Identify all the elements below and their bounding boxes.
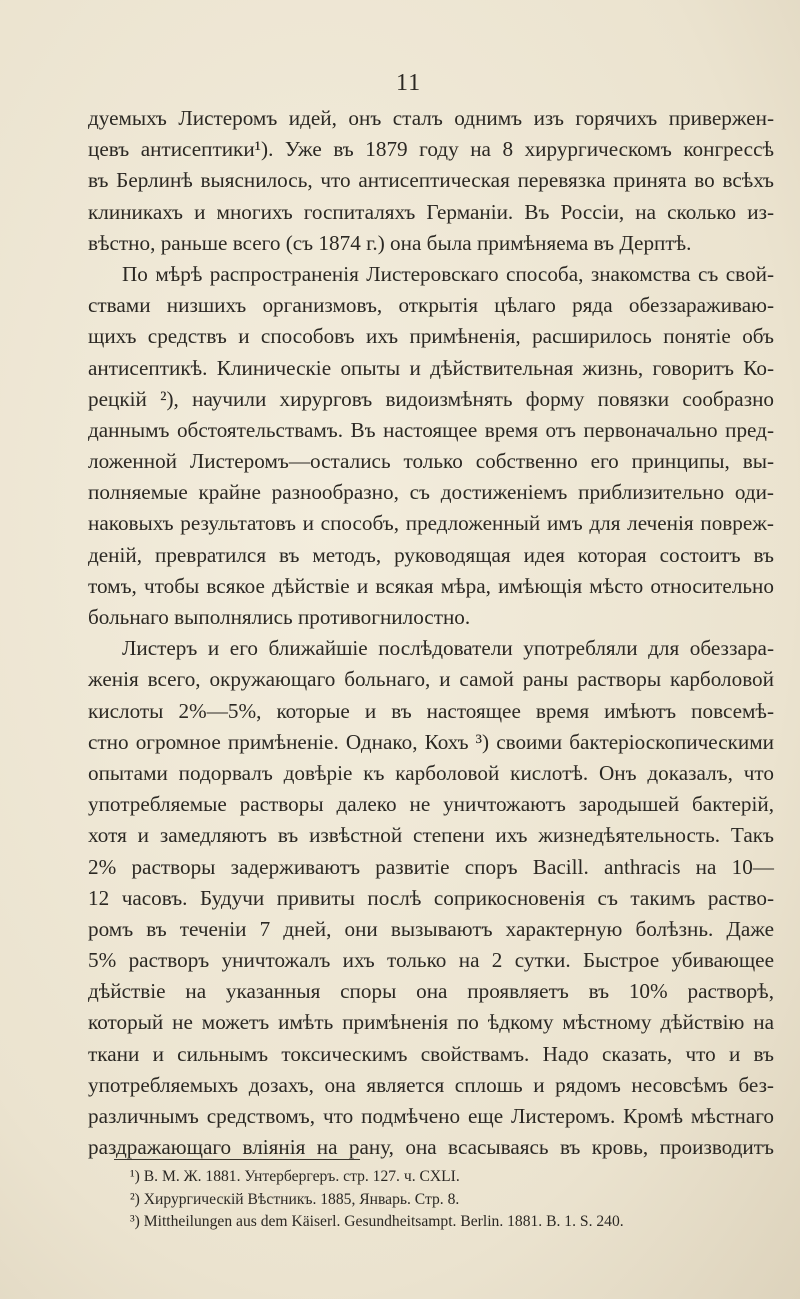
text-line: рецкій ²), научили хирурговъ видоизмѣнять форму повязки сообразно [88,386,774,411]
text-line: полняемые крайне разнообразно, съ достиженіемъ приблизительно оди- [88,480,774,505]
text-line: 5% растворъ уничтожалъ ихъ только на 2 сутки. Быстрое убивающее [88,948,774,973]
text-line: женія всего, окружающаго больнаго, и самой раны растворы карболовой [88,667,774,692]
text-line: 12 часовъ. Будучи привиты послѣ соприкосновенія съ такимъ раство- [88,885,774,910]
text-line: въ Берлинѣ выяснилось, что антисептическая перевязка принята во всѣхъ [88,168,774,193]
text-line: хотя и замедляютъ въ извѣстной степени ихъ жизнедѣятельность. Такъ [88,823,774,848]
text-line: кислоты 2%—5%, которые и въ настоящее время имѣютъ повсемѣ- [88,698,774,723]
footnote: ³) Mittheilungen aus dem Käiserl. Gesundheitsampt. Berlin. 1881. B. 1. S. 240. [130,1213,624,1230]
text-line: больнаго выполнялись противогнилостно. [88,605,471,629]
page-number: 11 [396,70,422,96]
text-line: цевъ антисептики¹). Уже въ 1879 году на 8 хирургическомъ конгрессѣ [88,137,774,162]
text-line: стно огромное примѣненіе. Однако, Кохъ ³) своими бактеріоскопическими [88,729,774,754]
text-line: который не можетъ имѣть примѣненія по ѣдкому мѣстному дѣйствію на [88,1010,774,1035]
text-line: дуемыхъ Листеромъ идей, онъ сталъ однимъ изъ горячихъ привержен- [88,106,774,130]
text-line: опытами подорвалъ довѣріе къ карболовой кислотѣ. Онъ доказалъ, что [88,760,774,785]
text-line: 2% растворы задерживаютъ развитіе споръ Bacill. anthracis на 10— [88,854,774,879]
text-line: различнымъ средствомъ, что подмѣчено еще Листеромъ. Кромѣ мѣстнаго [88,1104,774,1128]
footnotes [130,1166,770,1234]
text-line: клиникахъ и многихъ госпиталяхъ Германіи. Въ Россіи, на сколько из- [88,199,774,224]
text-line: По мѣрѣ распространенія Листеровскаго способа, знакомства съ свой- [122,261,774,286]
footnote: ¹) В. М. Ж. 1881. Унтербергеръ. стр. 127. ч. CXLI. [130,1168,460,1185]
text-line: употребляемые растворы далеко не уничтожаютъ зародышей бактерій, [88,792,774,817]
text-line: щихъ средствъ и способовъ ихъ примѣненія, расширилось понятіе объ [88,324,774,349]
text-line: дѣйствіе на указанныя споры она проявляетъ въ 10% растворѣ, [88,979,774,1004]
text-line: наковыхъ результатовъ и способъ, предложенный имъ для леченія повреж- [88,511,774,536]
text-line: раздражающаго вліянія на рану, она всасываясь въ кровь, производитъ [88,1135,774,1160]
text-line: антисептикѣ. Клиническіе опыты и дѣйствительная жизнь, говоритъ Ко- [88,355,774,380]
text-line: употребляемыхъ дозахъ, она является сплошь и рядомъ несовсѣмъ без- [88,1072,774,1097]
footnote: ²) Хирургическій Вѣстникъ. 1885, Январь. Стр. 8. [130,1190,460,1208]
text-line: вѣстно, раньше всего (съ 1874 г.) она была примѣняема въ Дерптѣ. [88,230,692,255]
text-line: даннымъ обстоятельствамъ. Въ настоящее время отъ первоначально пред- [88,417,774,442]
text-line: томъ, чтобы всякое дѣйствіе и всякая мѣра, имѣющія мѣсто относительно [88,573,774,598]
text-line: ромъ въ теченіи 7 дней, они вызываютъ характерную болѣзнь. Даже [88,916,774,941]
text-line: ткани и сильнымъ токсическимъ свойствамъ. Надо сказать, что и въ [88,1041,774,1066]
text-line: ствами низшихъ организмовъ, открытія цѣлаго ряда обеззараживаю- [88,293,774,318]
body-text [88,103,774,1163]
footnote-divider [114,1159,360,1160]
text-line: Листеръ и его ближайшіе послѣдователи употребляли для обеззара- [122,636,774,661]
text-line: ложенной Листеромъ—остались только собственно его принципы, вы- [88,449,774,474]
text-line: деній, превратился въ методъ, руководящая идея которая состоитъ въ [88,542,774,567]
